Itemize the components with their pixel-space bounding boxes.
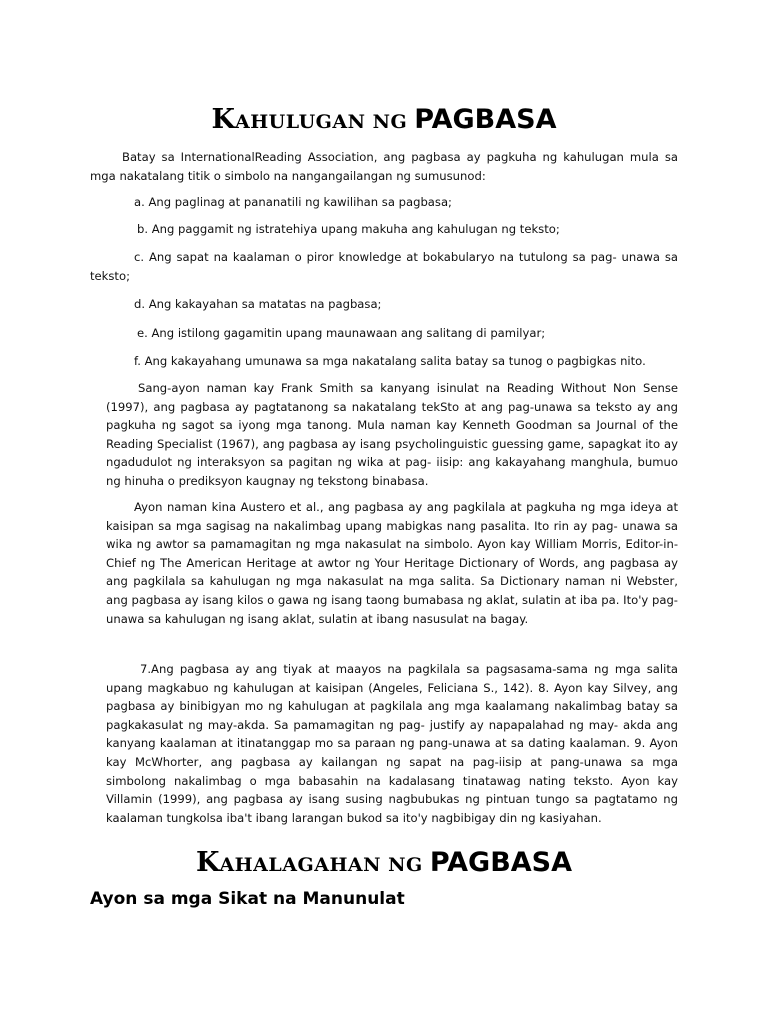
list-item-c: c. Ang sapat na kaalaman o piror knowledge at bokabularyo na tutulong sa pag- unawa sa teksto; [90,250,678,283]
paragraph-smith-goodman: Sang-ayon naman kay Frank Smith sa kanyang isinulat na Reading Without Non Sense (1997), ang pagbasa ay pagtatanong sa nakatalang tekSto at ang pag-unawa sa teksto ay ang pagkuha ng sagot sa iyong mga tanong. Mula naman kay Kenneth Goodman sa Journal of the Reading Specialist (1967), ang pagbasa ay isang psycholinguistic guessing game, sapagkat ito ay ngadudulot ng interaksyon sa pagitan ng wika at pag- iisip: ang kakayahang manghula, bumuo ng hinuha o prediksyon kaugnay ng tekstong binabasa. [106,381,678,488]
subheading: Ayon sa mga Sikat na Manunulat [90,889,405,909]
list-item-b: b. Ang paggamit ng istratehiya upang makuha ang kahulugan ng teksto; [137,222,560,236]
paragraph-austero-morris: Ayon naman kina Austero et al., ang pagbasa ay ang pagkilala at pagkuha ng mga ideya at kaisipan sa mga sagisag na nakalimbag upang mabigkas nang pasalita. Ito rin ay pag- unawa sa wika ng awtor sa pamamagitan ng mga nakasulat na simbolo. Ayon kay William Morris, Editor-in-Chief ng The American Heritage at awtor ng Your Heritage Dictionary of Words, ang pagbasa ay ang pagkilala sa kahulugan ng mga nakasulat na mga salita. Sa Dictionary naman ni Webster, ang pagbasa ay isang kilos o gawa ng isang taong bumabasa ng aklat, sulatin at iba pa. Ito'y pag-unawa sa kahulugan ng isang aklat, sulatin at ibang nasusulat na bagay. [106,500,678,626]
title-kahulugan: KAHULUGAN NG PAGBASA [211,104,557,135]
list-item-a: a. Ang paglinag at pananatili ng kawilihan sa pagbasa; [134,195,452,209]
list-item-d: d. Ang kakayahan sa matatas na pagbasa; [134,297,382,311]
paragraph-angeles-silvey: 7.Ang pagbasa ay ang tiyak at maayos na pagkilala sa pagsasama-sama ng mga salita upang magkabuo ng kahulugan at kaisipan (Angeles, Feliciana S., 142). 8. Ayon kay Silvey, ang pagbasa ay binibigyan mo ng kahulugan at pagkilala ang mga kaalamang nakalimbag batay sa pagkakasulat ng may-akda. Sa pamamagitan ng pag- justify ay napapalahad ng may- akda ang kanyang kaalaman at itinatanggap mo sa paraan ng pang-unawa at sa dating kaalaman. 9. Ayon kay McWhorter, ang pagbasa ay kailangan ng sapat na pag-iisip at pang-unawa sa mga simbolong nakalimbag o mga babasahin na kadalasang tinatawag nating teksto. Ayon kay Villamin (1999), ang pagbasa ay isang susing nagbubukas ng pintuan tungo sa pagtatamo ng kaalaman tungkolsa iba't ibang larangan bukod sa ito'y nagbibigay din ng kasiyahan. [106,662,678,825]
title-kahalagahan: KAHALAGAHAN NG PAGBASA [195,847,573,878]
list-item-f: f. Ang kakayahang umunawa sa mga nakatalang salita batay sa tunog o pagbigkas nito. [134,354,646,368]
intro-paragraph: Batay sa InternationalReading Association, ang pagbasa ay pagkuha ng kahulugan mula sa mga nakatalang titik o simbolo na nangangailangan ng sumusunod: [90,150,678,183]
list-item-e: e. Ang istilong gagamitin upang maunawaan ang salitang di pamilyar; [137,326,546,340]
